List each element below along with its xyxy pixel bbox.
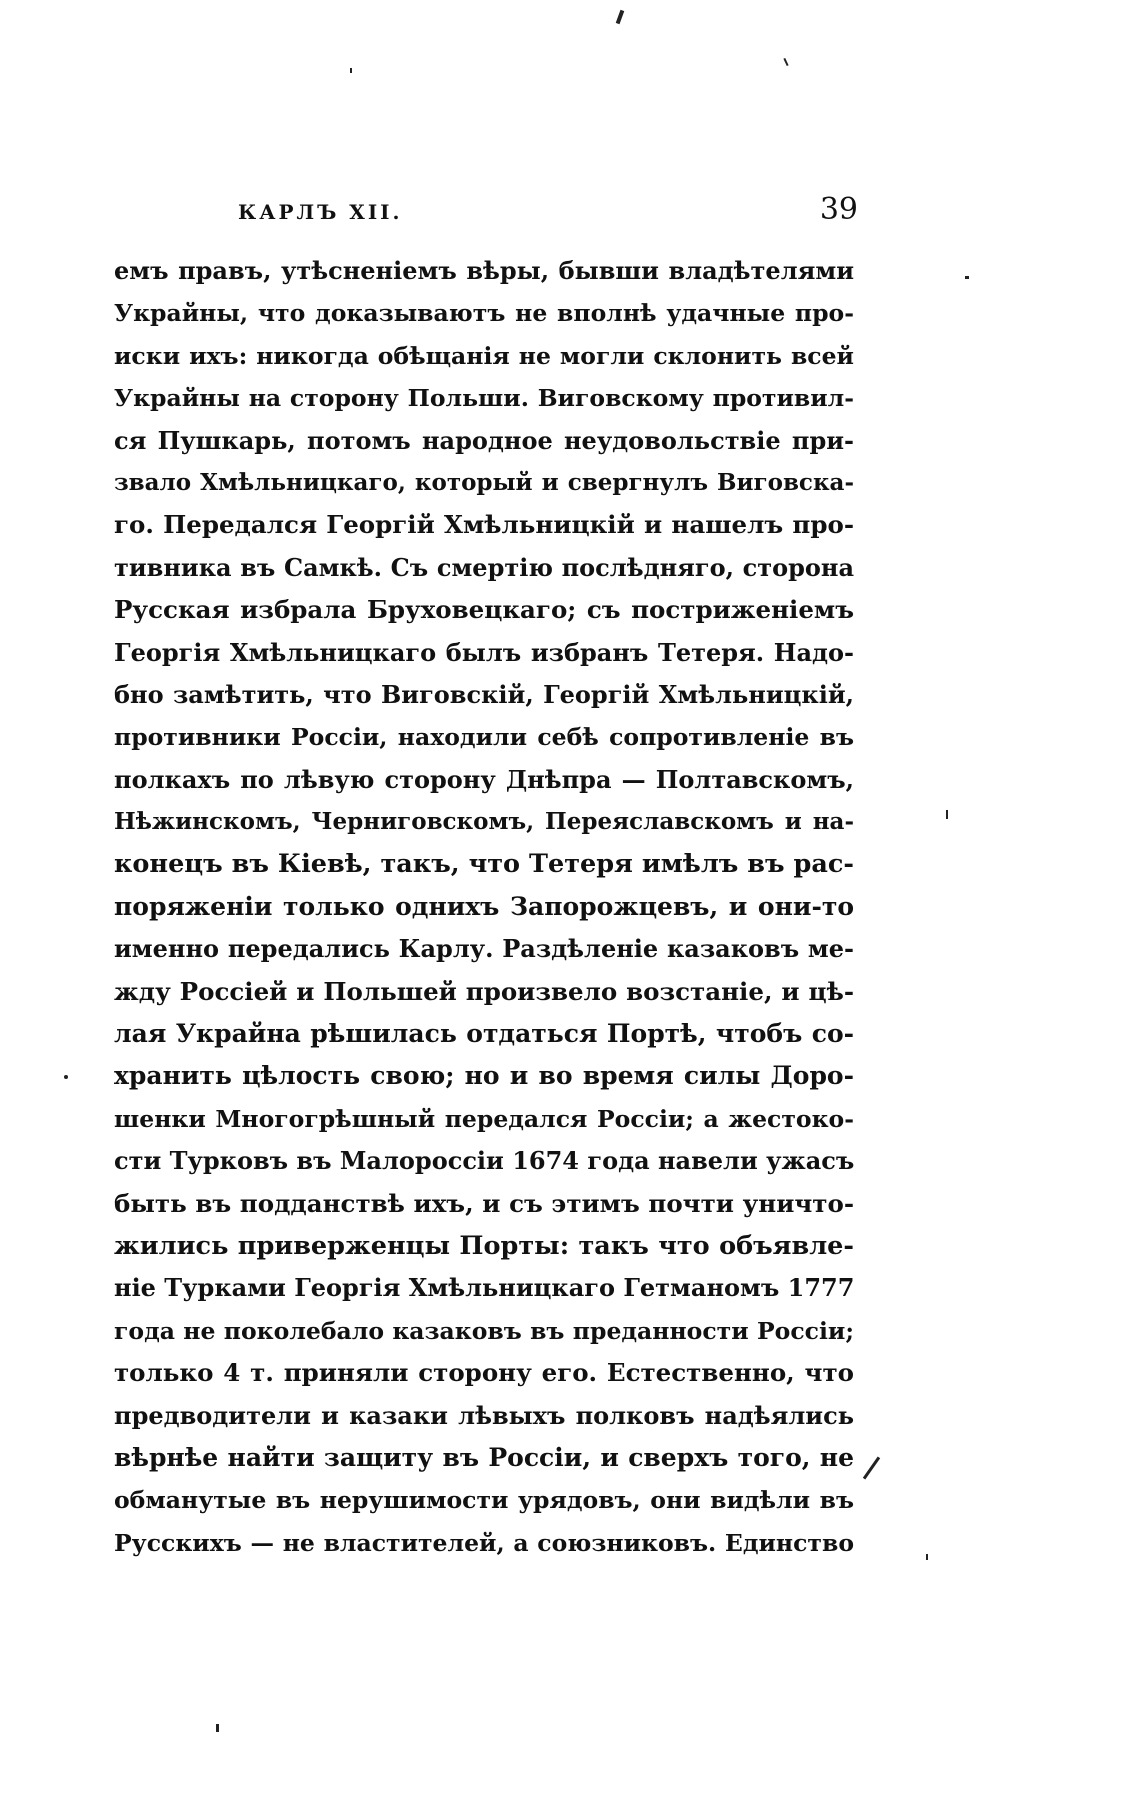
text-line: ніе Турками Георгія Хмѣльницкаго Гетманомъ 1777: [114, 1273, 855, 1303]
text-line: конецъ въ Кіевѣ, такъ, что Тетеря имѣлъ въ рас-: [114, 849, 854, 880]
scan-speck: [946, 810, 948, 819]
text-line: шенки Многогрѣшный передался Россіи; а жестоко-: [114, 1104, 854, 1133]
body-text: [114, 250, 854, 1564]
text-line: звало Хмѣльницкаго, который и свергнулъ Виговска-: [114, 468, 854, 496]
text-line: Украйны, что доказываютъ не вполнѣ удачные про-: [114, 299, 854, 328]
text-line: только 4 т. приняли сторону его. Естественно, что: [114, 1358, 854, 1388]
text-line: полкахъ по лѣвую сторону Днѣпра — Полтавскомъ,: [114, 764, 854, 794]
running-head: [238, 192, 858, 232]
text-line: тивника въ Самкѣ. Съ смертію послѣдняго, сторона: [114, 552, 854, 582]
text-line: Украйны на сторону Польши. Виговскому противил-: [114, 384, 854, 413]
text-line: хранить цѣлость свою; но и во время силы Доро-: [114, 1061, 854, 1091]
scan-speck: [965, 276, 969, 279]
text-line: сти Турковъ въ Малороссіи 1674 года навели ужасъ: [114, 1146, 855, 1176]
scan-speck: [350, 68, 352, 73]
text-line: Нѣжинскомъ, Черниговскомъ, Переяславскомъ и на-: [114, 808, 854, 836]
scan-speck: [863, 1456, 880, 1479]
text-line: поряженіи только однихъ Запорожцевъ, и они-то: [114, 891, 854, 921]
text-line: бно замѣтить, что Виговскій, Георгій Хмѣльницкій,: [114, 679, 854, 709]
text-line: емъ правъ, утѣсненіемъ вѣры, бывши владѣтелями: [114, 256, 854, 285]
scan-speck: [926, 1554, 928, 1560]
text-line: обманутые въ нерушимости урядовъ, они видѣли въ: [114, 1486, 854, 1515]
text-line: Русскихъ — не властителей, а союзниковъ. Единство: [114, 1528, 854, 1557]
scan-speck: [616, 10, 625, 25]
scan-speck: [216, 1724, 219, 1732]
text-line: ся Пушкарь, потомъ народное неудовольствіе при-: [114, 425, 854, 455]
scan-speck: [783, 58, 788, 66]
text-line: иски ихъ: никогда обѣщанія не могли склонить всей: [114, 341, 854, 370]
text-line: года не поколебало казаковъ въ преданности Россіи;: [114, 1316, 854, 1345]
running-title: КАРЛЪ XII.: [238, 200, 403, 224]
text-line: Русская избрала Бруховецкаго; съ постриженіемъ: [114, 595, 854, 625]
text-line: противники Россіи, находили себѣ сопротивленіе въ: [114, 723, 854, 752]
text-line: вѣрнѣе найти защиту въ Россіи, и сверхъ того, не: [114, 1442, 854, 1472]
text-line: именно передались Карлу. Раздѣленіе казаковъ ме-: [114, 934, 854, 964]
text-line: Георгія Хмѣльницкаго былъ избранъ Тетеря. Надо-: [114, 637, 854, 667]
text-line: жились приверженцы Порты: такъ что объявле-: [114, 1230, 854, 1261]
text-line: лая Украйна рѣшилась отдаться Портѣ, чтобъ со-: [114, 1019, 854, 1049]
text-line: го. Передался Георгій Хмѣльницкій и нашелъ про-: [114, 510, 854, 540]
scan-speck: [64, 1075, 68, 1079]
page-number: 39: [819, 192, 858, 227]
text-line: предводители и казаки лѣвыхъ полковъ надѣялись: [114, 1400, 854, 1430]
text-line: быть въ подданствѣ ихъ, и съ этимъ почти уничто-: [114, 1188, 854, 1218]
text-line: жду Россіей и Польшей произвело возстаніе, и цѣ-: [114, 976, 854, 1006]
